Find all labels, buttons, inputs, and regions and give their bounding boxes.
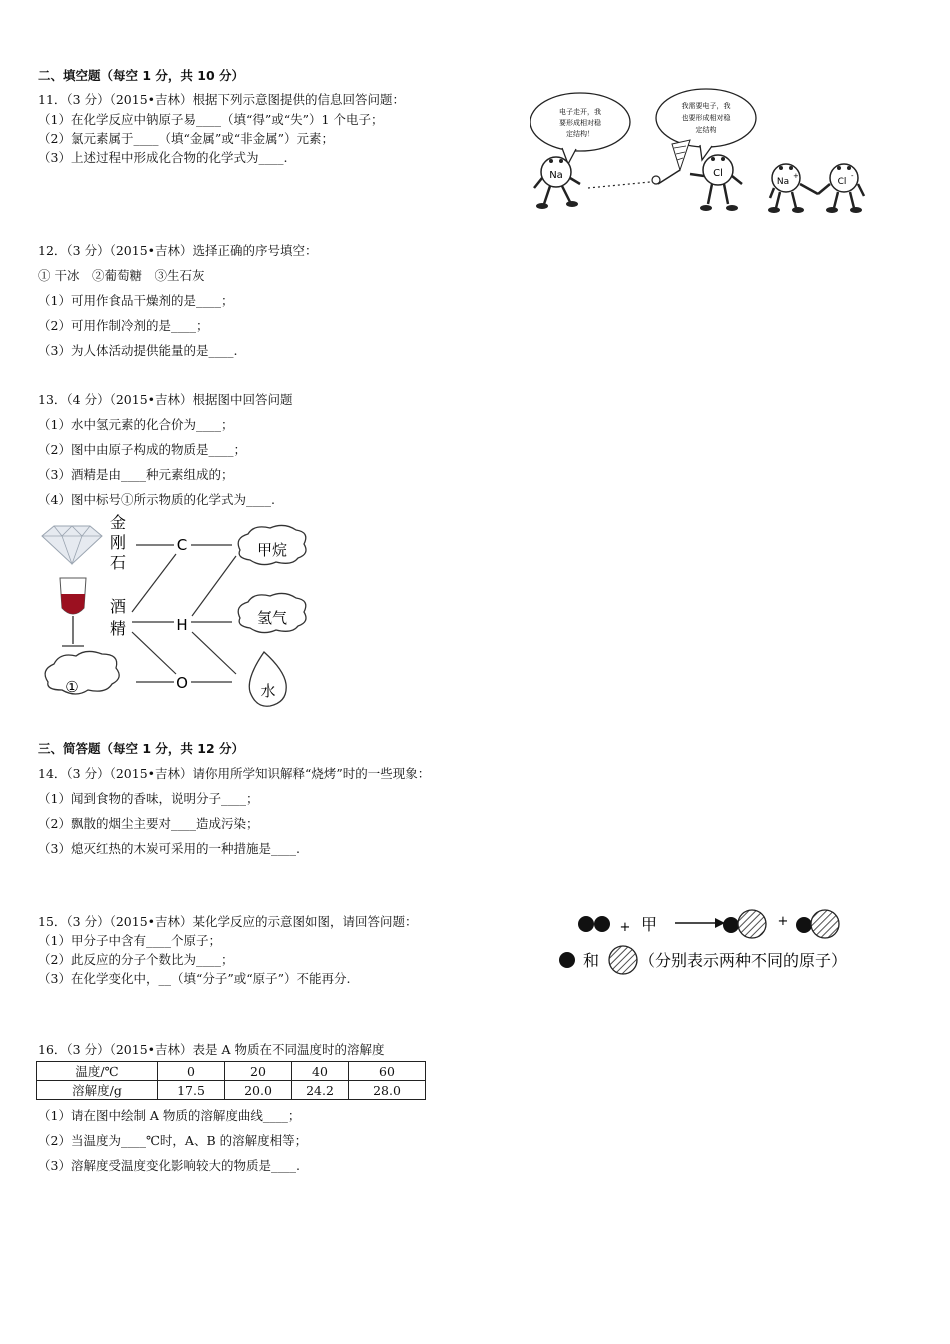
q12-stem: 12．（3 分）（2015•吉林）选择正确的序号填空： bbox=[38, 243, 318, 258]
q16-stem: 16．（3 分）（2015•吉林）表是 A 物质在不同温度时的溶解度 bbox=[38, 1042, 385, 1057]
carbon-symbol: C bbox=[176, 536, 188, 554]
bubble2-line-2: 也要形成相对稳 bbox=[681, 114, 731, 122]
table-cell: 40 bbox=[292, 1062, 349, 1081]
section-2-title: 二、填空题（每空 1 分，共 10 分） bbox=[38, 68, 245, 83]
q11-line-2: （2）氯元素属于____（填“金属”或“非金属”）元素； bbox=[38, 131, 335, 146]
diamond-label-1: 金 bbox=[109, 513, 127, 532]
product1-hatched-atom bbox=[738, 910, 766, 938]
hydrogen-symbol: H bbox=[176, 616, 188, 634]
cl-ion-label: Cl bbox=[837, 177, 847, 187]
diamond-label-2: 刚 bbox=[109, 533, 127, 552]
section-3-title: 三、简答题（每空 1 分，共 12 分） bbox=[38, 741, 245, 756]
table-cell: 17.5 bbox=[158, 1081, 225, 1100]
speech-bubble-1 bbox=[530, 93, 630, 164]
solubility-table bbox=[36, 1061, 426, 1100]
product2-black-atom bbox=[796, 917, 812, 933]
methane-label: 甲烷 bbox=[256, 541, 288, 559]
bubble1-line-3: 定结构！ bbox=[566, 130, 594, 138]
diamond-image bbox=[42, 526, 102, 564]
q13-line-3: （3）酒精是由____种元素组成的； bbox=[38, 467, 234, 482]
q15-line-2: （2）此反应的分子个数比为____； bbox=[38, 952, 234, 967]
table-cell: 20 bbox=[225, 1062, 292, 1081]
q13-line-4: （4）图中标号①所示物质的化学式为____. bbox=[38, 492, 275, 507]
black-atom-1 bbox=[578, 916, 594, 932]
legend-description: （分别表示两种不同的原子） bbox=[639, 951, 848, 970]
q14-stem: 14．（3 分）（2015•吉林）请你用所学知识解释“烧烤”时的一些现象： bbox=[38, 766, 431, 781]
table-cell: 溶解度/g bbox=[37, 1081, 158, 1100]
q14-line-1: （1）闻到食物的香味，说明分子____； bbox=[38, 791, 259, 806]
q13-substance-figure bbox=[36, 512, 316, 712]
q13-line-1: （1）水中氢元素的化合价为____； bbox=[38, 417, 234, 432]
q15-line-3: （3）在化学变化中，__（填“分子”或“原子”）不能再分. bbox=[38, 971, 351, 986]
legend-black-atom bbox=[559, 952, 575, 968]
bubble1-line-2: 要形成相对稳 bbox=[559, 119, 601, 127]
q14-line-3: （3）熄灭红热的木炭可采用的一种措施是____. bbox=[38, 841, 300, 856]
na-atom-character bbox=[534, 157, 580, 209]
q12-line-3: （3）为人体活动提供能量的是____. bbox=[38, 343, 238, 358]
cl-label: Cl bbox=[713, 168, 723, 179]
reaction-plus-2: + bbox=[777, 914, 789, 929]
table-row bbox=[37, 1081, 426, 1100]
q15-line-1: （1）甲分子中含有____个原子； bbox=[38, 933, 221, 948]
bubble1-line-1: 电子走开，我 bbox=[559, 108, 601, 116]
unknown-label: ① bbox=[65, 678, 79, 696]
q11-stem: 11．（3 分）（2015•吉林）根据下列示意图提供的信息回答问题： bbox=[38, 92, 406, 107]
table-cell: 温度/℃ bbox=[37, 1062, 158, 1081]
q16-line-2: （2）当温度为____℃时，A、B 的溶解度相等； bbox=[38, 1133, 308, 1148]
speech-bubble-2 bbox=[656, 89, 756, 160]
q12-line-2: （2）可用作制冷剂的是____； bbox=[38, 318, 209, 333]
q14-line-2: （2）飘散的烟尘主要对____造成污染； bbox=[38, 816, 259, 831]
q11-ion-figure bbox=[530, 88, 875, 220]
black-atom-2 bbox=[594, 916, 610, 932]
q13-stem: 13．（4 分）（2015•吉林）根据图中回答问题 bbox=[38, 392, 293, 407]
q15-reaction-figure bbox=[555, 906, 875, 978]
connector-lines bbox=[132, 545, 236, 682]
na-ion-character bbox=[768, 164, 818, 213]
cl-atom-character bbox=[690, 155, 742, 211]
alcohol-label-1: 酒 bbox=[109, 597, 127, 616]
legend-and: 和 bbox=[582, 951, 600, 970]
q12-options: ① 干冰 ②葡萄糖 ③生石灰 bbox=[38, 268, 205, 283]
legend-hatched-atom bbox=[609, 946, 637, 974]
q13-line-2: （2）图中由原子构成的物质是____； bbox=[38, 442, 246, 457]
electron-path bbox=[588, 182, 650, 188]
butterfly-net bbox=[652, 140, 690, 184]
q11-line-1: （1）在化学反应中钠原子易____（填“得”或“失”）1 个电子； bbox=[38, 112, 384, 127]
reactant-jia: 甲 bbox=[640, 915, 658, 934]
table-cell: 20.0 bbox=[225, 1081, 292, 1100]
bubble2-line-3: 定结构 bbox=[695, 126, 717, 134]
cl-ion-charge: - bbox=[851, 172, 854, 180]
table-cell: 24.2 bbox=[292, 1081, 349, 1100]
bubble2-line-1: 我需要电子，我 bbox=[681, 102, 731, 110]
table-cell: 0 bbox=[158, 1062, 225, 1081]
table-row bbox=[37, 1062, 426, 1081]
cl-ion-character bbox=[818, 164, 864, 213]
water-label: 水 bbox=[260, 682, 276, 700]
product1-black-atom bbox=[723, 917, 739, 933]
q15-stem: 15．（3 分）（2015•吉林）某化学反应的示意图如图，请回答问题： bbox=[38, 914, 418, 929]
hydrogen-label: 氢气 bbox=[256, 609, 288, 627]
oxygen-symbol: O bbox=[176, 674, 188, 692]
na-ion-charge: + bbox=[793, 172, 799, 180]
q16-line-3: （3）溶解度受温度变化影响较大的物质是____. bbox=[38, 1158, 300, 1173]
q16-line-1: （1）请在图中绘制 A 物质的溶解度曲线____； bbox=[38, 1108, 301, 1123]
na-ion-label: Na bbox=[776, 177, 790, 187]
na-label: Na bbox=[549, 170, 563, 181]
product2-hatched-atom bbox=[811, 910, 839, 938]
unknown-cloud bbox=[45, 651, 119, 694]
q12-line-1: （1）可用作食品干燥剂的是____； bbox=[38, 293, 234, 308]
diamond-label-3: 石 bbox=[109, 553, 127, 572]
wine-glass-image bbox=[60, 578, 86, 646]
alcohol-label-2: 精 bbox=[109, 619, 127, 638]
table-cell: 60 bbox=[349, 1062, 426, 1081]
reaction-plus-1: + bbox=[619, 920, 631, 935]
q11-line-3: （3）上述过程中形成化合物的化学式为____. bbox=[38, 150, 288, 165]
table-cell: 28.0 bbox=[349, 1081, 426, 1100]
